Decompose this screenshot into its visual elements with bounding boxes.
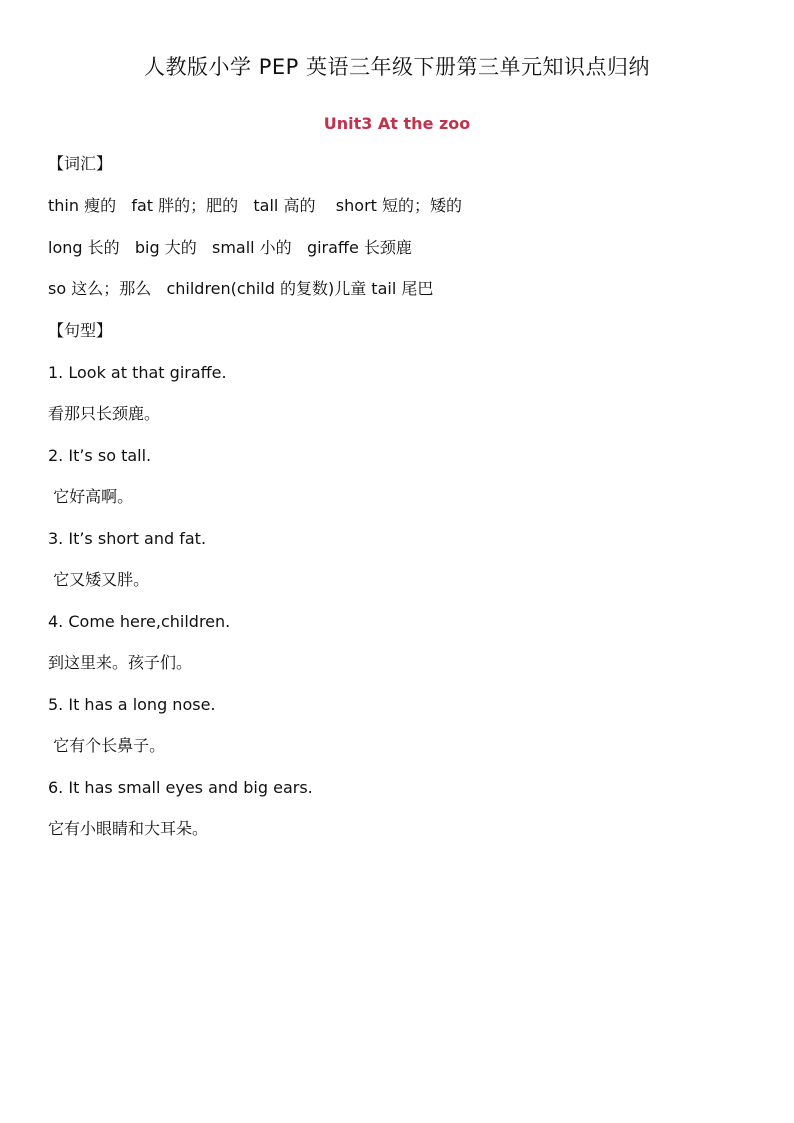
sentence-chinese: 它好高啊。 (48, 487, 134, 506)
sentence-chinese: 到这里来。孩子们。 (48, 653, 193, 672)
vocab-line: so 这么；那么 children(child 的复数)儿童 tail 尾巴 (48, 279, 434, 298)
sentence-chinese: 它又矮又胖。 (48, 570, 150, 589)
vocab-heading: 【词汇】 (48, 154, 113, 173)
sentence-english: 6. It has small eyes and big ears. (48, 778, 313, 797)
unit-heading: Unit3 At the zoo (323, 114, 471, 133)
sentence-english: 3. It’s short and fat. (48, 529, 207, 548)
sentence-heading: 【句型】 (48, 321, 113, 340)
sentence-english: 4. Come here,children. (48, 612, 231, 631)
sentence-english: 5. It has a long nose. (48, 695, 216, 714)
document-title: 人教版小学 PEP 英语三年级下册第三单元知识点归纳 (144, 55, 650, 79)
vocab-line: long 长的 big 大的 small 小的 giraffe 长颈鹿 (48, 238, 412, 257)
vocab-line: thin 瘦的 fat 胖的；肥的 tall 高的 short 短的；矮的 (48, 196, 463, 215)
sentence-chinese: 它有个长鼻子。 (48, 736, 166, 755)
sentence-chinese: 看那只长颈鹿。 (48, 404, 161, 423)
sentence-chinese: 它有小眼睛和大耳朵。 (48, 819, 209, 838)
sentence-english: 1. Look at that giraffe. (48, 363, 227, 382)
sentence-english: 2. It’s so tall. (48, 446, 152, 465)
